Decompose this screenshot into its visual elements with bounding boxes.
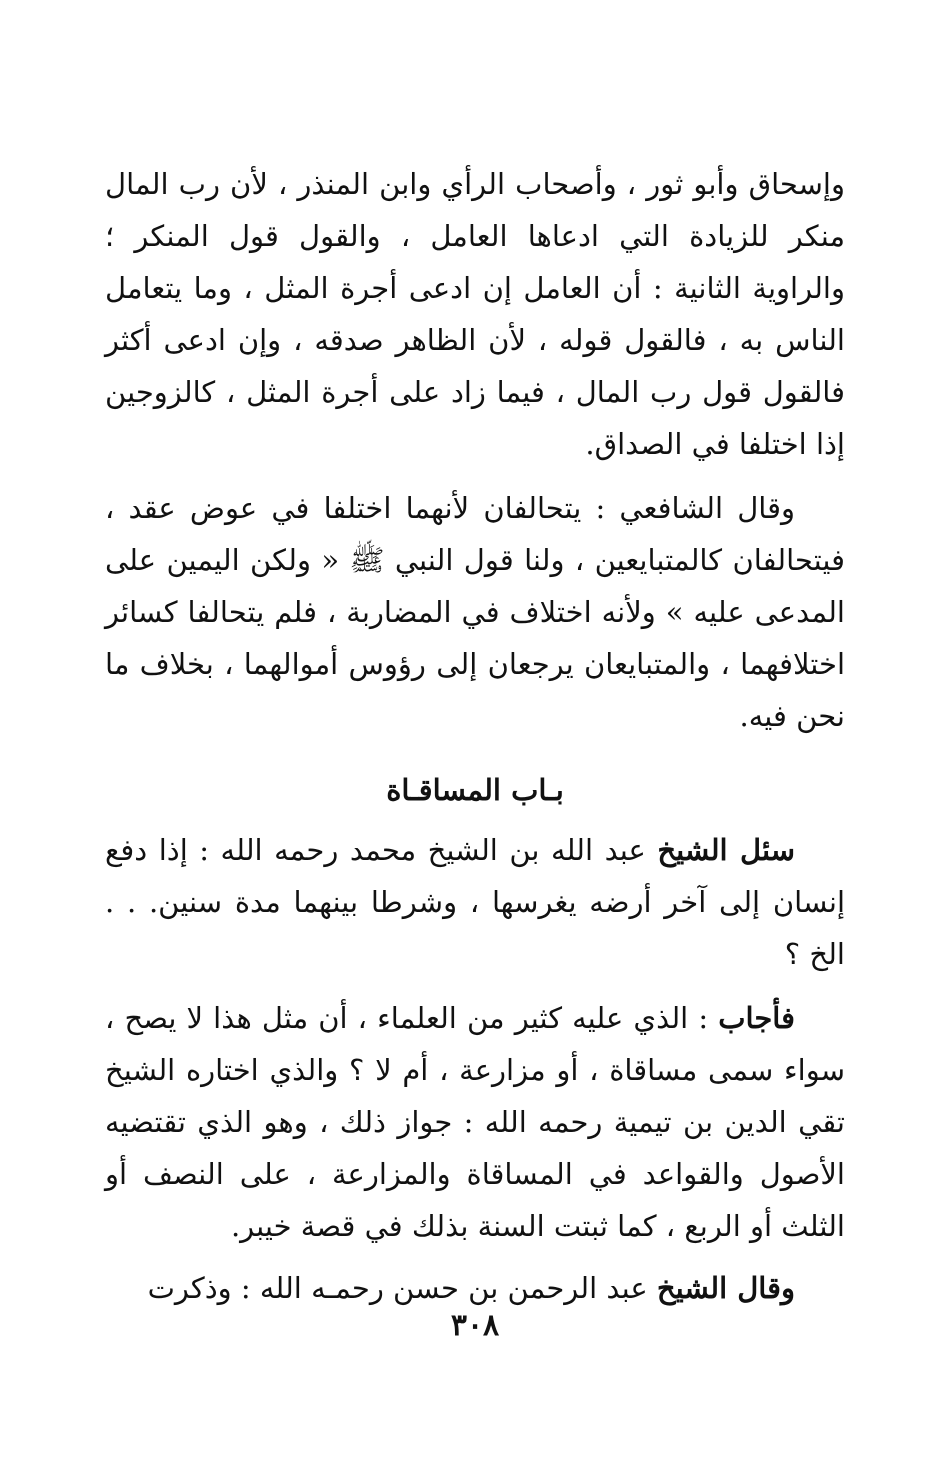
paragraph-1: وإسحاق وأبو ثور ، وأصحاب الرأي وابن المنذر ، لأن رب المال منكر للزيادة التي ادعاها العامل ، والقول قول المنكر ؛ والراوية الثانية : أن العامل إن ادعى أجرة المثل ، وما يتعامل الناس به ، فالقول قوله ، لأن الظاهر صدقه ، وإن ادعى أكثر فالقول قول رب المال ، فيما زاد على أجرة المثل ، كالزوجين إذا اختلفا في الصداق. (105, 167, 845, 461)
answer-lead: فأجاب (718, 1001, 795, 1035)
question-text: عبد الله بن الشيخ محمد رحمه الله : إذا دفع إنسان إلى آخر أرضه يغرسها ، وشرطا بينهما مدة سنين. . . الخ ؟ (105, 833, 845, 971)
question-lead: سئل الشيخ (657, 833, 796, 867)
closing-lead: وقال الشيخ (656, 1271, 795, 1305)
closing-text: عبد الرحمن بن حسن رحمـه الله : وذكرت (147, 1271, 657, 1305)
page-number: ٣٠٨ (450, 1308, 500, 1343)
chapter-title: بـاب المساقـاة (386, 773, 564, 807)
paragraph-2: وقال الشافعي : يتحالفان لأنهما اختلفا في عوض عقد ، فيتحالفان كالمتبايعين ، ولنا قول النبي ﷺ « ولكن اليمين على المدعى عليه » ولأنه اختلاف في المضاربة ، فلم يتحالفا كسائر اختلافهما ، والمتبايعان يرجعان إلى رؤوس أموالهما ، بخلاف ما نحن فيه. (105, 491, 845, 733)
answer-paragraph (105, 992, 845, 1252)
answer-text: : الذي عليه كثير من العلماء ، أن مثل هذا لا يصح ، سواء سمى مساقاة ، أو مزارعة ، أم لا ؟ والذي اختاره الشيخ تقي الدين بن تيمية رحمه الله : جواز ذلك ، وهو الذي تقتضيه الأصول والقواعد في المساقاة والمزارعة ، على النصف أو الثلث أو الربع ، كما ثبتت السنة بذلك في قصة خيبر. (105, 1001, 845, 1243)
closing-paragraph (105, 1262, 845, 1314)
page-body (105, 158, 845, 1314)
question-paragraph (105, 824, 845, 980)
